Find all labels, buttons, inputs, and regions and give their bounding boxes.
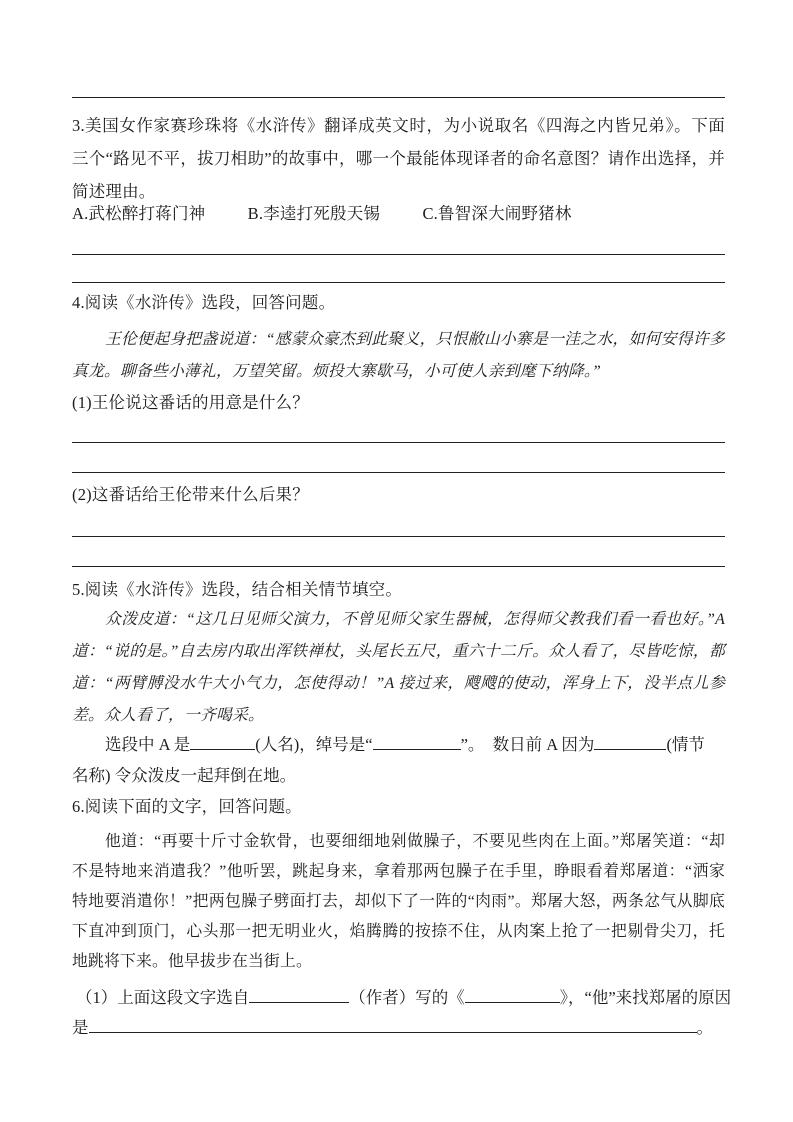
question-3-options — [72, 203, 725, 225]
answer-blank — [190, 736, 255, 750]
question-3-text: 3.美国女作家赛珍珠将《水浒传》翻译成英文时，为小说取名《四海之内皆兄弟》。下面三个“路见不平，拔刀相助”的故事中，哪一个最能体现译者的命名意图？请作出选择，并简述理由。 — [72, 116, 725, 201]
question-6-quote: 他道：“再要十斤寸金软骨，也要细细地剁做臊子，不要见些肉在上面。”郑屠笑道：“却不是特地来消遣我？”他听罢，跳起身来，拿着那两包臊子在手里，睁眼看着郑屠道：“洒家特地要消遣你！”把两包臊子劈面打去，却似下了一阵的“肉雨”。郑屠大怒，两条忿气从脚底下直冲到顶门，心头那一把无明业火，焰腾腾的按捺不住，从肉案上抢了一把剔骨尖刀，托地跳将下来。他早拔步在当街上。 — [72, 833, 725, 970]
answer-blank — [249, 989, 349, 1003]
question-6-header: 6.阅读下面的文字，回答问题。 — [72, 797, 302, 816]
option-a: A.武松醉打蒋门神 — [72, 204, 206, 223]
answer-line — [72, 97, 725, 98]
question-4-sub2: (2)这番话给王伦带来什么后果？ — [72, 485, 309, 504]
question-5-header: 5.阅读《水浒传》选段，结合相关情节填空。 — [72, 580, 403, 599]
answer-blank — [373, 736, 461, 750]
answer-line — [72, 536, 725, 537]
answer-blank — [89, 1019, 697, 1033]
question-5-fill-line-2: 名称) 令众泼皮一起拜倒在地。 — [72, 766, 297, 785]
answer-line — [72, 472, 725, 473]
question-4-quote: 王伦便起身把盏说道：“感蒙众豪杰到此聚义，只恨敝山小寨是一洼之水，如何安得许多真龙。聊备些小薄礼，万望笑留。烦投大寨歇马，小可使人亲到麾下纳降。” — [72, 331, 725, 380]
question-6-sub1-line-2: 是 。 — [72, 1018, 713, 1037]
question-4-sub1: (1)王伦说这番话的用意是什么？ — [72, 393, 309, 412]
answer-blank — [465, 989, 560, 1003]
answer-line — [72, 566, 725, 567]
question-4-header: 4.阅读《水浒传》选段，回答问题。 — [72, 293, 336, 312]
answer-line — [72, 282, 725, 283]
option-b: B.李逵打死殷天锡 — [247, 204, 381, 223]
answer-blank — [594, 736, 666, 750]
question-5-quote: 众泼皮道：“这几日见师父演力，不曾见师父家生器械，怎得师父教我们看一看也好。”A 道：“说的是。”自去房内取出浑铁禅杖，头尾长五尺，重六十二斤。众人看了，尽皆吃惊，都道：“两臂膊没水牛大小气力，怎使得动！”A 接过来，飕飕的使动，浑身上下，没半点儿参差。众人看了，一齐喝采。 — [72, 611, 725, 724]
answer-line — [72, 254, 725, 255]
option-c: C.鲁智深大闹野猪林 — [422, 204, 572, 223]
question-5-fill-line-1: 选段中 A 是 (人名)，绰号是“ ”。 数日前 A 因为 (情节 — [105, 735, 705, 754]
question-6-sub1-line-1: （1）上面这段文字选自 （作者）写的《 》，“他”来找郑屠的原因 — [76, 988, 732, 1007]
answer-line — [72, 442, 725, 443]
